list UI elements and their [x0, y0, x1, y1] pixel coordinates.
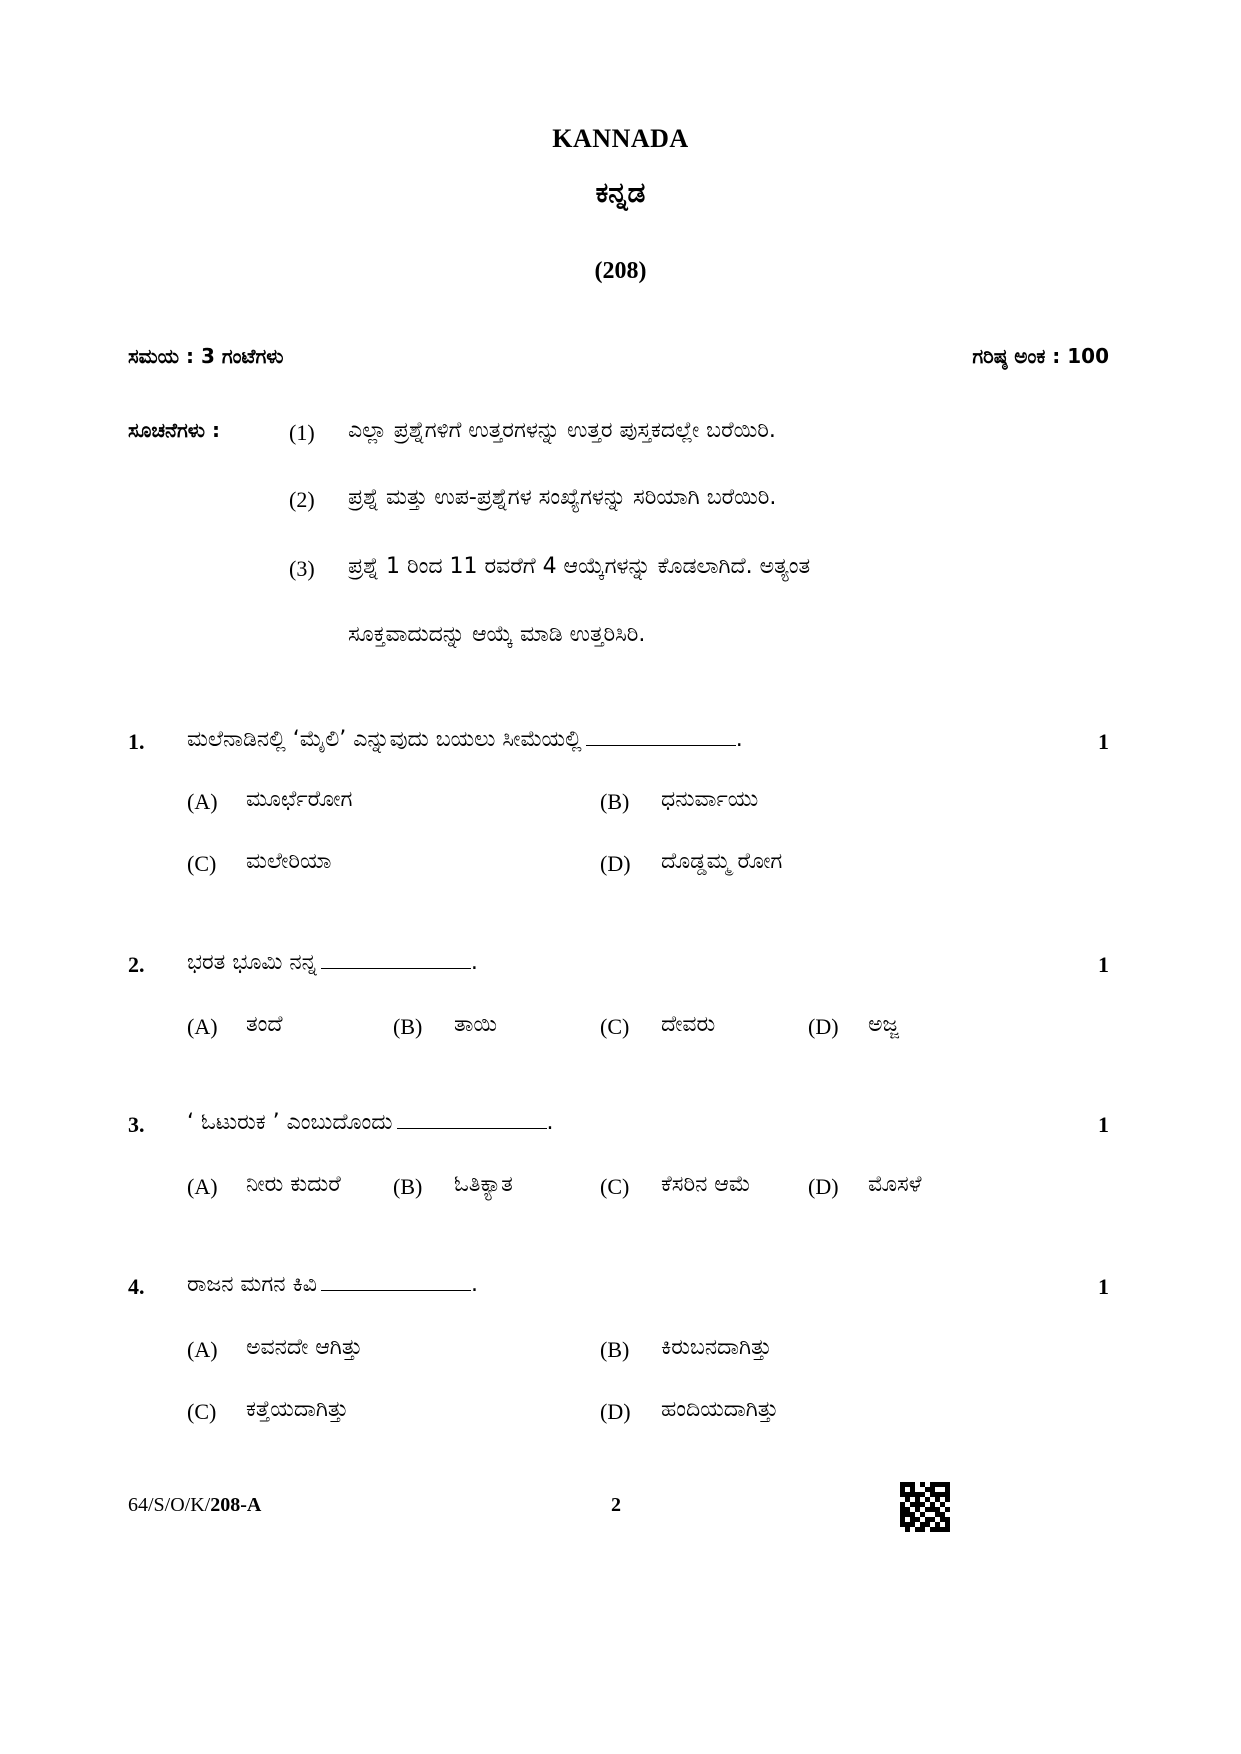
option-label: (C) [187, 1399, 217, 1424]
question-end: . [546, 1110, 554, 1135]
question-text [187, 1272, 478, 1297]
question-number: 3. [128, 1112, 145, 1137]
option-label: (A) [187, 789, 218, 814]
question-text [187, 1110, 554, 1135]
option-label: (C) [600, 1014, 630, 1039]
option-text: ಓತಿಕ್ಯಾತ [454, 1172, 513, 1197]
subject-title-kannada: ಕನ್ನಡ [595, 176, 646, 209]
option-text: ಅಜ್ಜ [868, 1012, 899, 1037]
option-label: (B) [600, 1337, 630, 1362]
subject-title-english: KANNADA [552, 124, 689, 153]
question-number: 1. [128, 729, 145, 754]
option-label: (B) [393, 1174, 423, 1199]
question-end: . [470, 950, 478, 975]
option-text: ಧನುರ್ವಾಯು [661, 787, 759, 812]
option-text: ಮಲೇರಿಯಾ [246, 849, 332, 874]
instructions-label: ಸೂಚನೆಗಳು : [128, 418, 220, 442]
option-label: (D) [600, 1399, 631, 1424]
option-text: ಮೊಸಳೆ [868, 1172, 922, 1197]
subject-code: (208) [594, 258, 647, 284]
option-label: (B) [393, 1014, 423, 1039]
option-label: (D) [808, 1014, 839, 1039]
option-text: ನೀರು ಕುದುರೆ [246, 1172, 341, 1197]
answer-blank [321, 1276, 471, 1291]
instruction-text: ಪ್ರಶ್ನೆ 1 ರಿಂದ 11 ರವರೆಗೆ 4 ಆಯ್ಕೆಗಳನ್ನು ಕೊಡಲಾಗಿದೆ. ಅತ್ಯಂತ [348, 554, 811, 579]
instruction-number: (3) [289, 556, 315, 581]
paper-code-prefix: 64/S/O/K/ [128, 1494, 211, 1516]
option-label: (A) [187, 1174, 218, 1199]
option-text: ಅವನದೇ ಆಗಿತ್ತು [246, 1335, 363, 1360]
question-marks: 1 [1098, 1112, 1109, 1137]
option-label: (D) [600, 851, 631, 876]
paper-code-suffix: 208-A [210, 1494, 262, 1516]
option-text: ತಂದೆ [246, 1012, 283, 1037]
option-label: (A) [187, 1014, 218, 1039]
answer-blank [397, 1114, 547, 1129]
option-text: ತಾಯಿ [454, 1012, 498, 1037]
option-label: (B) [600, 789, 630, 814]
option-text: ಹಂದಿಯದಾಗಿತ್ತು [661, 1397, 779, 1422]
question-stem: ‘ ಓಟುರುಕ ’ ಎಂಬುದೊಂದು [187, 1110, 393, 1135]
question-text [187, 950, 478, 975]
time-allowed: ಸಮಯ : 3 ಗಂಟೆಗಳು [128, 344, 284, 368]
option-text: ಮೂರ್ಛೆರೋಗ [246, 787, 353, 812]
answer-blank [321, 954, 471, 969]
option-text: ಕತ್ತೆಯದಾಗಿತ್ತು [246, 1397, 349, 1422]
question-marks: 1 [1098, 1274, 1109, 1299]
question-marks: 1 [1098, 952, 1109, 977]
option-text: ದೊಡ್ಡಮ್ಮ ರೋಗ [661, 849, 783, 874]
instruction-number: (2) [289, 487, 315, 512]
question-stem: ಮಲೆನಾಡಿನಲ್ಲಿ ‘ಮೈಲಿ’ ಎನ್ನುವುದು ಬಯಲು ಸೀಮೆಯಲ್ಲಿ [187, 727, 582, 752]
page-number: 2 [611, 1494, 621, 1516]
instruction-text-continued: ಸೂಕ್ತವಾದುದನ್ನು ಆಯ್ಕೆ ಮಾಡಿ ಉತ್ತರಿಸಿರಿ. [348, 622, 646, 647]
instruction-text: ಪ್ರಶ್ನೆ ಮತ್ತು ಉಪ-ಪ್ರಶ್ನೆಗಳ ಸಂಖ್ಯೆಗಳನ್ನು ಸರಿಯಾಗಿ ಬರೆಯಿರಿ. [348, 485, 777, 510]
option-label: (C) [600, 1174, 630, 1199]
maximum-marks: ಗರಿಷ್ಠ ಅಂಕ : 100 [972, 344, 1109, 368]
option-label: (C) [187, 851, 217, 876]
question-stem: ಭರತ ಭೂಮಿ ನನ್ನ [187, 950, 317, 975]
question-number: 4. [128, 1274, 145, 1299]
option-text: ಕೆಸರಿನ ಆಮೆ [661, 1172, 751, 1197]
question-end: . [735, 727, 743, 752]
question-number: 2. [128, 952, 145, 977]
question-end: . [470, 1272, 478, 1297]
question-stem: ರಾಜನ ಮಗನ ಕಿವಿ [187, 1272, 317, 1297]
instruction-text: ಎಲ್ಲಾ ಪ್ರಶ್ನೆಗಳಿಗೆ ಉತ್ತರಗಳನ್ನು ಉತ್ತರ ಪುಸ್ತಕದಲ್ಲೇ ಬರೆಯಿರಿ. [348, 418, 776, 443]
instruction-number: (1) [289, 420, 315, 445]
question-marks: 1 [1098, 729, 1109, 754]
option-text: ಕಿರುಬನದಾಗಿತ್ತು [661, 1335, 772, 1360]
question-text [187, 727, 743, 752]
option-label: (A) [187, 1337, 218, 1362]
option-text: ದೇವರು [661, 1012, 716, 1037]
qr-code-icon [900, 1482, 950, 1532]
answer-blank [586, 731, 736, 746]
option-label: (D) [808, 1174, 839, 1199]
